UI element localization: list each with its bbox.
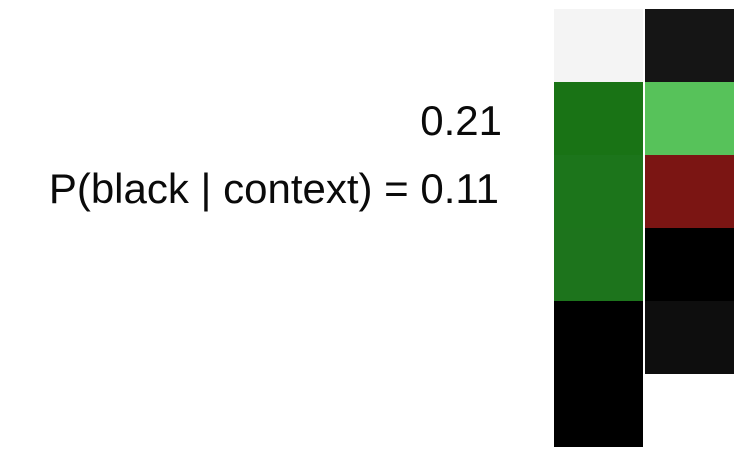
grid-cell [554, 82, 643, 155]
grid-cell [645, 301, 734, 374]
probability-label: P(black | context) = 0.11 [48, 165, 499, 212]
grid-cell [554, 228, 643, 301]
grid-cell [554, 301, 643, 374]
grid-cell [645, 155, 734, 228]
grid-cell [554, 374, 643, 447]
grid-cell [554, 155, 643, 228]
value-label-top: 0.21 [420, 97, 502, 144]
grid-cell [645, 374, 734, 447]
grid-cell [645, 82, 734, 155]
grid-cell [645, 9, 734, 82]
grid-cell [554, 9, 643, 82]
color-grid [554, 9, 736, 447]
grid-cell [645, 228, 734, 301]
